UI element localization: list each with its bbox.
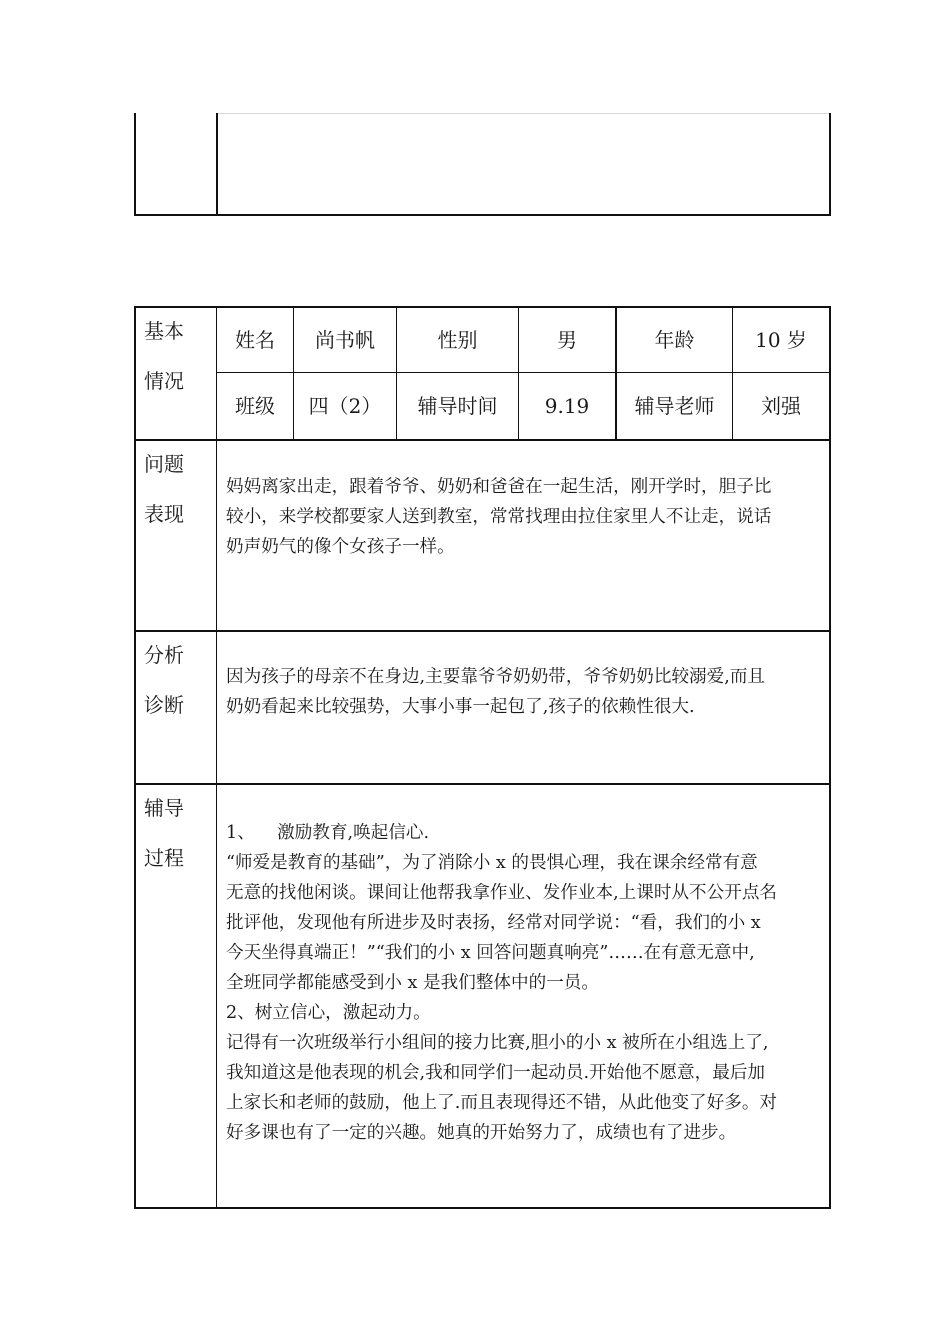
class-value: 四（2） [308, 394, 382, 418]
problem-text [226, 472, 822, 562]
analysis-line: 因为孩子的母亲不在身边,主要靠爷爷奶奶带，爷爷奶奶比较溺爱,而且 [226, 667, 766, 687]
fragment-top-rule [216, 113, 829, 114]
process-line: 我知道这是他表现的机会,我和同学们一起动员.开始他不愿意，最后加 [226, 1063, 766, 1083]
process-header [144, 783, 184, 883]
process-line: 1、 激励教育,唤起信心. [226, 823, 430, 843]
class-label: 班级 [235, 394, 275, 418]
process-line: 今天坐得真端正！”“我们的小 x 回答问题真响亮”……在有意无意中, [226, 943, 755, 963]
basic-info-header [144, 306, 184, 406]
analysis-section-bottom [134, 783, 831, 785]
counselor-label: 辅导老师 [634, 394, 715, 418]
problem-line: 妈妈离家出走，跟着爷爷、奶奶和爸爸在一起生活，刚开学时，胆子比 [226, 477, 772, 497]
header-column-divider [216, 306, 217, 1209]
counseling-time-label: 辅导时间 [417, 394, 498, 418]
analysis-header-line1: 分析 [144, 643, 184, 667]
problem-section-bottom [134, 630, 831, 632]
fragment-bottom-border [134, 214, 831, 216]
analysis-header [144, 630, 184, 730]
problem-line: 较小，来学校都要家人送到教室，常常找理由拉住家里人不让走，说话 [226, 507, 772, 527]
table-left-border [134, 306, 136, 1209]
counseling-record-table [134, 306, 831, 1209]
process-line: 批评他，发现他有所进步及时表扬，经常对同学说：“看，我们的小 x [226, 913, 761, 933]
fragment-divider [216, 113, 218, 216]
gender-value: 男 [557, 328, 577, 352]
analysis-line: 奶奶看起来比较强势，大事小事一起包了,孩子的依赖性很大. [226, 697, 695, 717]
age-value: 10 岁 [755, 328, 807, 352]
process-line: 全班同学都能感受到小 x 是我们整体中的一员。 [226, 973, 599, 993]
analysis-header-line2: 诊断 [144, 693, 184, 717]
process-line: 2、树立信心，激起动力。 [226, 1003, 431, 1023]
table-right-border [829, 306, 831, 1209]
problem-header-line1: 问题 [144, 452, 184, 476]
previous-table-fragment [134, 113, 831, 216]
process-line: 好多课也有了一定的兴趣。她真的开始努力了，成绩也有了进步。 [226, 1123, 737, 1143]
process-header-line2: 过程 [144, 846, 184, 870]
basic-info-header-line1: 基本 [144, 319, 184, 343]
problem-header-line2: 表现 [144, 502, 184, 526]
process-line: 上家长和老师的鼓励，他上了.而且表现得还不错，从此他变了好多。对 [226, 1093, 778, 1113]
counselor-value: 刘强 [761, 394, 801, 418]
process-line: “师爱是教育的基础”，为了消除小 x 的畏惧心理，我在课余经常有意 [226, 853, 758, 873]
name-value: 尚书帆 [315, 328, 375, 352]
counseling-time-value: 9.19 [544, 394, 590, 418]
process-header-line1: 辅导 [144, 796, 184, 820]
problem-line: 奶声奶气的像个女孩子一样。 [226, 537, 455, 557]
process-line: 无意的找他闲谈。课间让他帮我拿作业、发作业本,上课时从不公开点名 [226, 883, 778, 903]
name-label: 姓名 [235, 328, 275, 352]
problem-header [144, 439, 184, 539]
basic-info-header-line2: 情况 [144, 369, 184, 393]
process-line: 记得有一次班级举行小组间的接力比赛,胆小的小 x 被所在小组选上了, [226, 1033, 769, 1053]
analysis-text [226, 662, 822, 722]
process-text [226, 818, 822, 1148]
basic-section-bottom [134, 439, 831, 441]
fragment-right-border [829, 113, 831, 216]
table-bottom-border [134, 1207, 831, 1209]
gender-label: 性别 [437, 328, 478, 352]
fragment-left-border [134, 113, 136, 216]
age-label: 年龄 [654, 328, 695, 352]
